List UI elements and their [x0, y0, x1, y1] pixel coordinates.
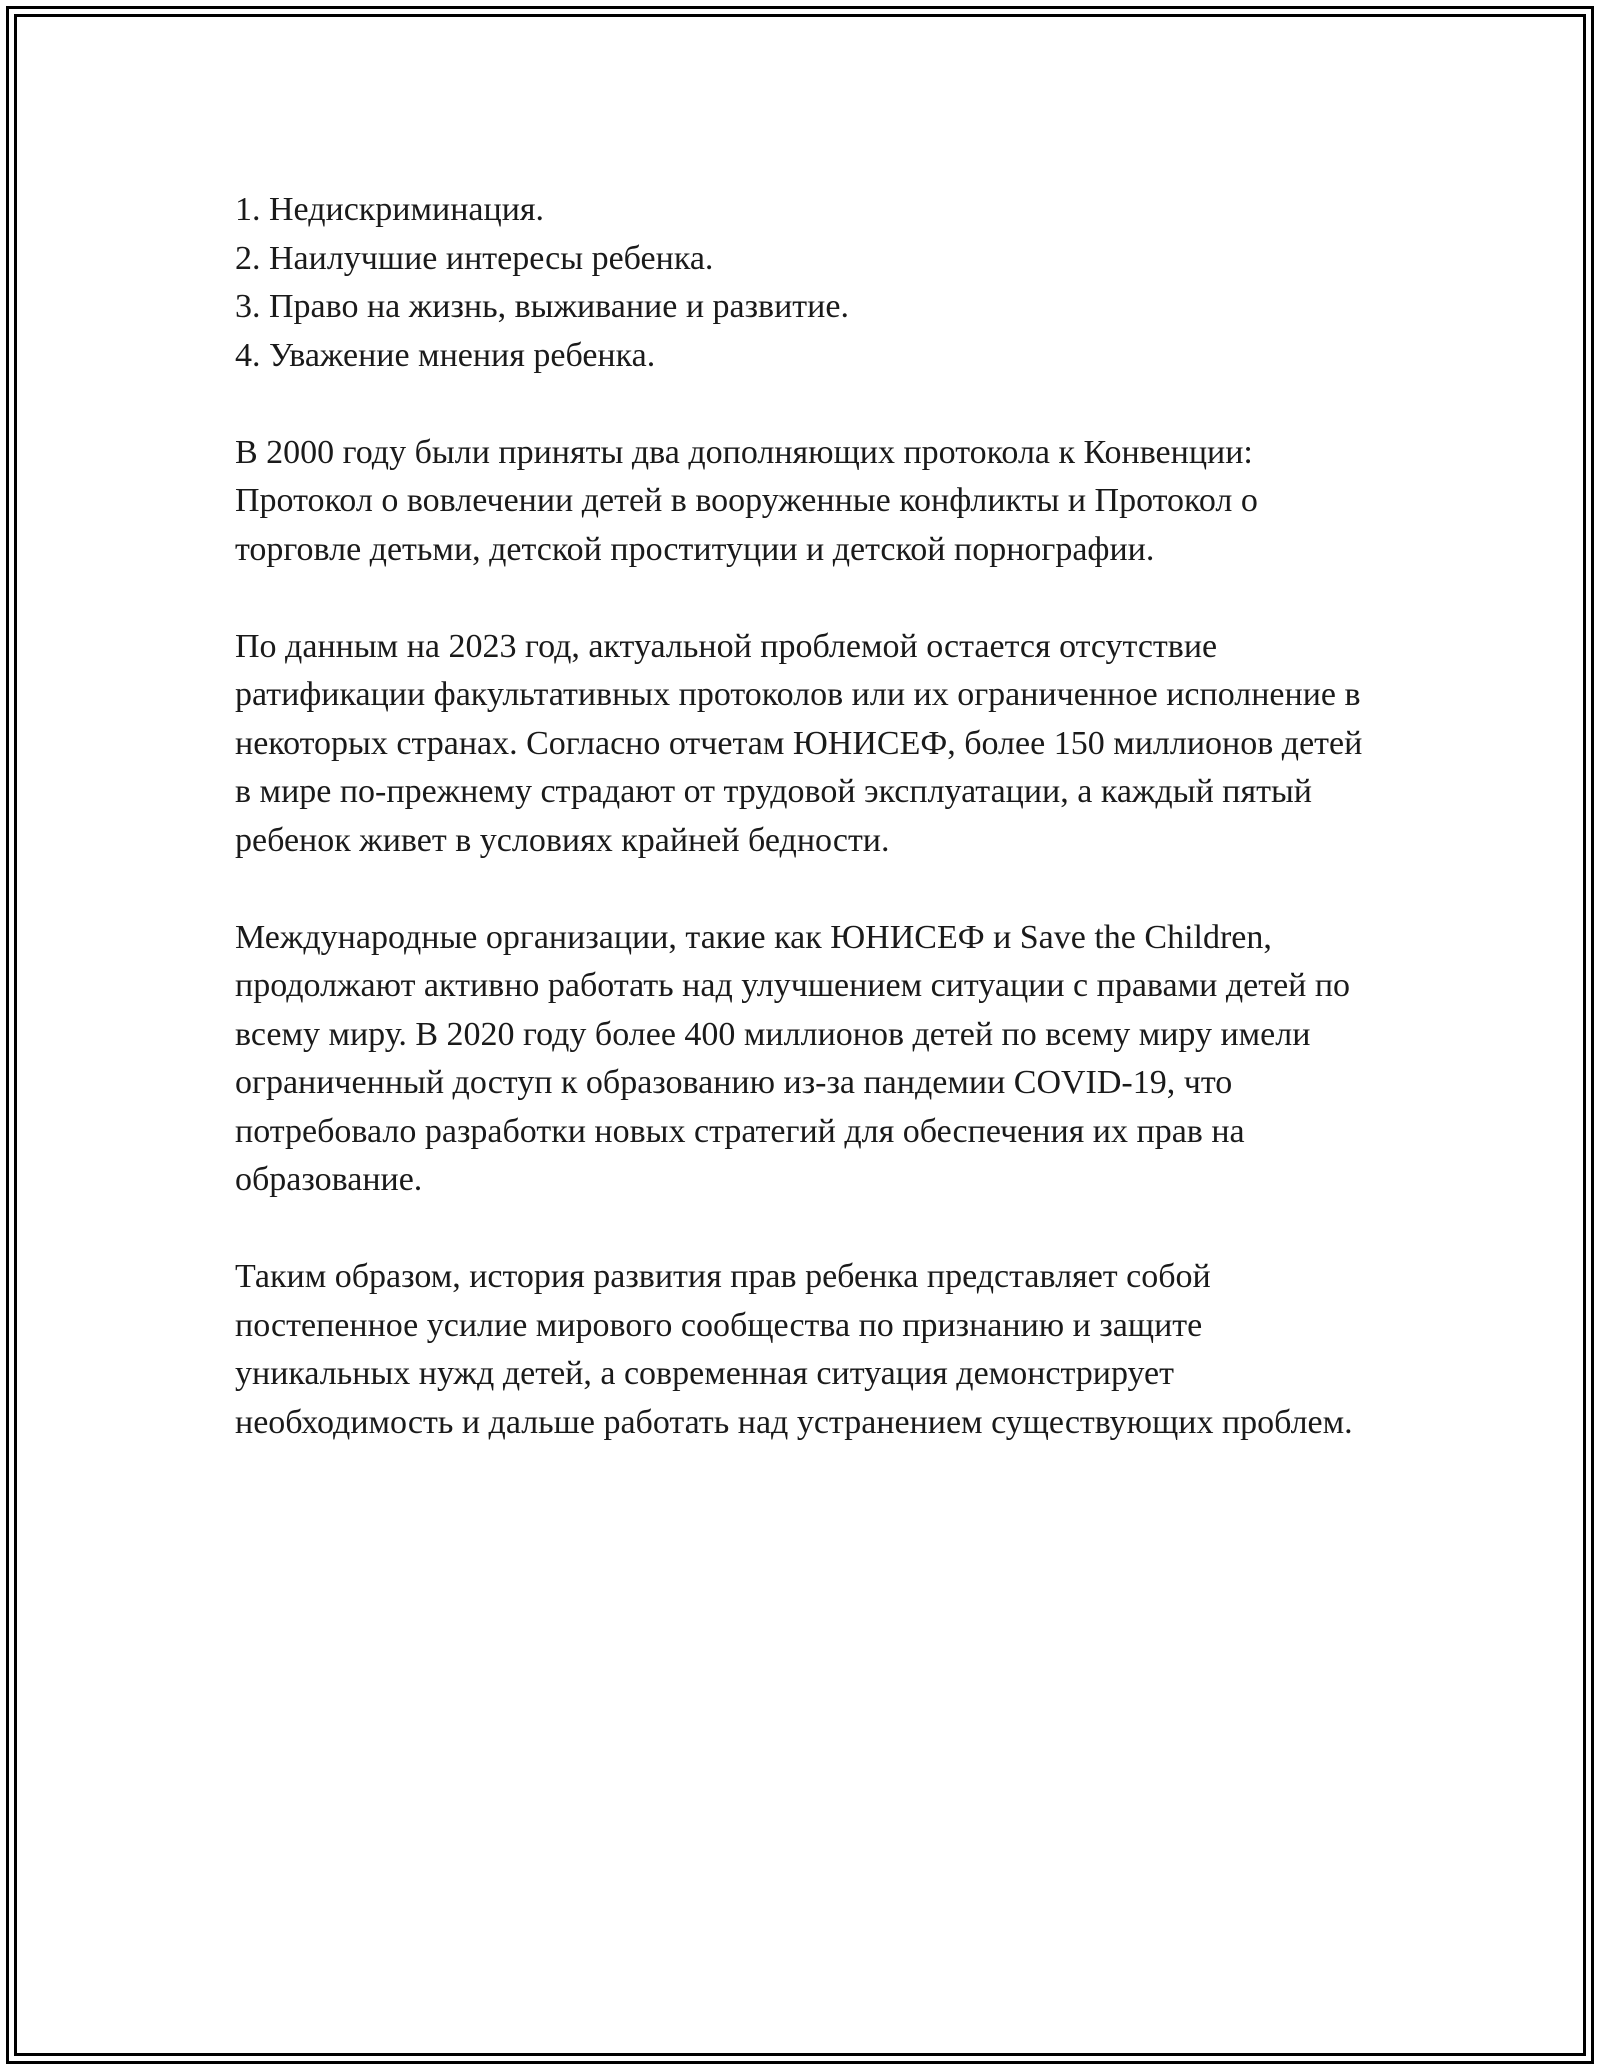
document-body: [235, 186, 1365, 1496]
list-item: 2. Наилучшие интересы ребенка.: [235, 239, 714, 277]
list-item: 4. Уважение мнения ребенка.: [235, 336, 656, 374]
list-item: 1. Недискриминация.: [235, 191, 545, 228]
paragraph-organizations: Международные организации, такие как ЮНИСЕФ и Save the Children, продолжают активно работать над улучшением ситуации с правами детей по всему миру. В 2020 году более 400 миллионов детей по всему миру имели ограниченный доступ к образованию из-за пандемии COVID-19, что потребовало разработки новых стратегий для обеспечения их прав на образование.: [235, 918, 1351, 1198]
list-item: 3. Право на жизнь, выживание и развитие.: [235, 288, 849, 325]
principles-list: [235, 186, 1365, 380]
paragraph-2023-data: По данным на 2023 год, актуальной проблемой остается отсутствие ратификации факультативных протоколов или их ограниченное исполнение в некоторых странах. Согласно отчетам ЮНИСЕФ, более 150 миллионов детей в мире по-прежнему страдают от трудовой эксплуатации, а каждый пятый ребенок живет в условиях крайней бедности.: [235, 627, 1363, 859]
paragraph-protocols: В 2000 году были приняты два дополняющих протокола к Конвенции: Протокол о вовлечении детей в вооруженные конфликты и Протокол о торговле детьми, детской проституции и детской порнографии.: [235, 433, 1258, 568]
paragraph-conclusion: Таким образом, история развития прав ребенка представляет собой постепенное усилие мирового сообщества по признанию и защите уникальных нужд детей, а современная ситуация демонстрирует необходимость и дальше работать над устранением существующих проблем.: [235, 1258, 1353, 1441]
